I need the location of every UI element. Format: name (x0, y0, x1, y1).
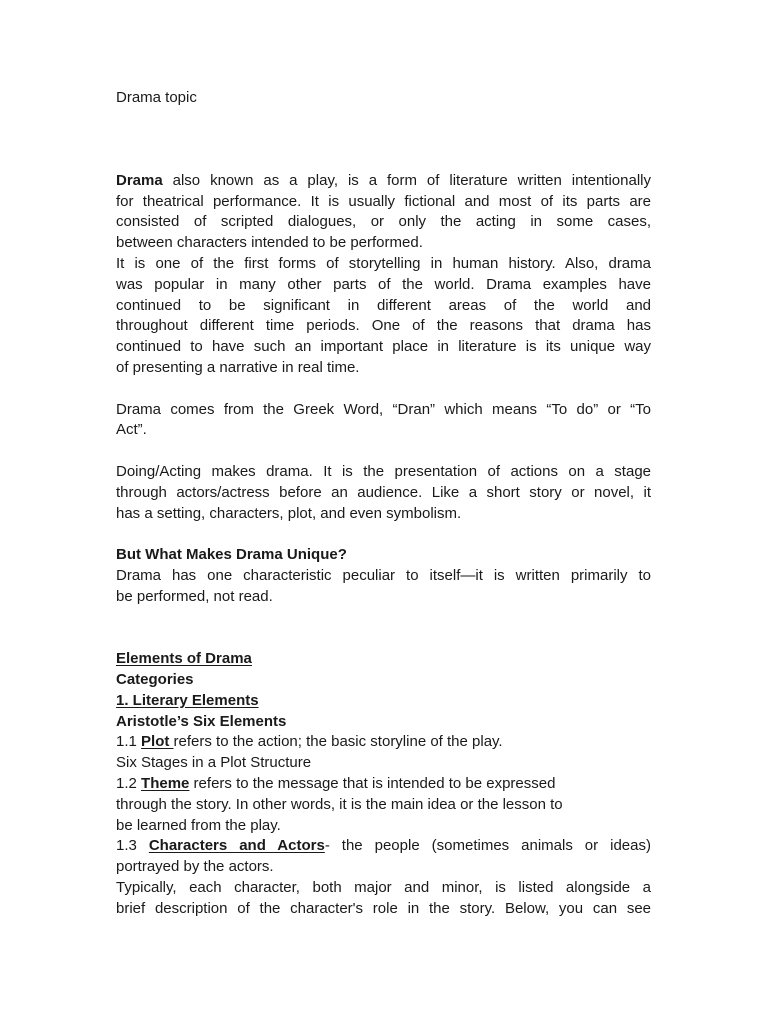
typical-line: brief description of the character's role in the story. Below, you can see (116, 899, 651, 917)
drama-term: Drama (116, 171, 163, 189)
unique-heading: But What Makes Drama Unique? (116, 546, 347, 564)
theme-term: Theme (141, 774, 190, 792)
plot-line: 1.1 Plot refers to the action; the basic storyline of the play. (116, 733, 503, 751)
intro-line: for theatrical performance. It is usually fictional and most of its parts are (116, 192, 651, 210)
elements-section (116, 649, 651, 919)
typical-line: Typically, each character, both major and minor, is listed alongside a (116, 878, 651, 896)
theme-line-3: be learned from the play. (116, 816, 281, 834)
doing-line: has a setting, characters, plot, and even symbolism. (116, 504, 462, 522)
etymology-line: Drama comes from the Greek Word, “Dran” which means “To do” or “To (116, 400, 651, 418)
history-line: continued to have such an important place in literature is its unique way (116, 338, 651, 356)
history-line: continued to be significant in different areas of the world and (116, 296, 651, 314)
history-line: of presenting a narrative in real time. (116, 358, 360, 376)
history-line: It is one of the first forms of storytelling in human history. Also, drama (116, 254, 651, 272)
six-stages-line: Six Stages in a Plot Structure (116, 754, 312, 772)
intro-line: between characters intended to be performed. (116, 234, 423, 252)
document-title: Drama topic (116, 89, 197, 106)
etymology-paragraph (116, 400, 651, 442)
characters-line: 1.3 Characters and Actors- the people (sometimes animals or ideas) (116, 837, 651, 855)
theme-line: 1.2 Theme refers to the message that is intended to be expressed (116, 774, 556, 792)
aristotle-heading: Aristotle’s Six Elements (116, 712, 287, 730)
history-line: was popular in many other parts of the world. Drama examples have (116, 275, 651, 293)
literary-elements-heading: 1. Literary Elements (116, 691, 259, 709)
doing-line: Doing/Acting makes drama. It is the presentation of actions on a stage (116, 462, 651, 480)
categories-heading: Categories (116, 670, 194, 688)
etymology-line: Act”. (116, 421, 147, 439)
characters-term: Characters and Actors (148, 837, 325, 855)
history-paragraph (116, 254, 651, 379)
intro-line: consisted of scripted dialogues, or only the acting in some cases, (116, 213, 651, 231)
characters-line-2: portrayed by the actors. (116, 858, 274, 876)
intro-line: Drama also known as a play, is a form of literature written intentionally (116, 171, 651, 189)
theme-line-2: through the story. In other words, it is the main idea or the lesson to (116, 795, 563, 813)
plot-term: Plot (141, 733, 174, 751)
document-page (116, 88, 651, 919)
unique-section (116, 545, 651, 607)
history-line: throughout different time periods. One of the reasons that drama has (116, 317, 651, 335)
intro-paragraph (116, 171, 651, 254)
unique-line: be performed, not read. (116, 587, 273, 605)
doing-paragraph (116, 462, 651, 524)
doing-line: through actors/actress before an audience. Like a short story or novel, it (116, 483, 651, 501)
elements-heading: Elements of Drama (116, 650, 252, 668)
unique-line: Drama has one characteristic peculiar to itself—it is written primarily to (116, 566, 651, 584)
